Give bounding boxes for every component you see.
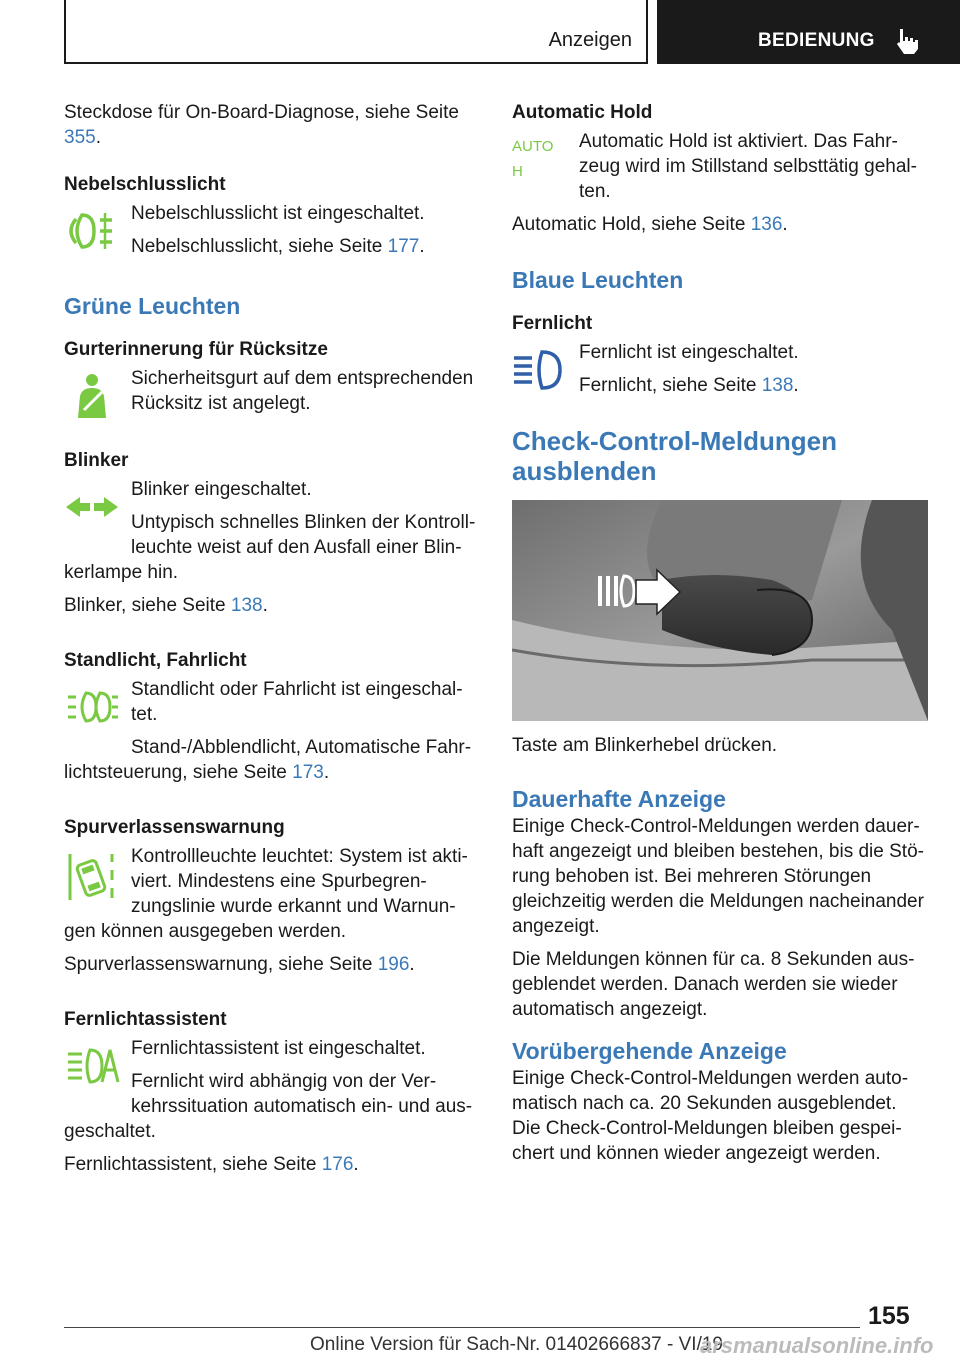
lever-illustration <box>512 500 928 721</box>
dauer-heading: Dauerhafte Anzeige <box>512 786 726 812</box>
page-link[interactable]: 176 <box>321 1154 354 1175</box>
footer-divider <box>64 1327 860 1328</box>
intro-paragraph: Steckdose für On-Board-Diagnose, siehe Seite 355. <box>64 102 459 148</box>
page-link[interactable]: 138 <box>230 595 263 616</box>
left-column: Steckdose für On-Board-Diagnose, siehe Seite 355. Nebelschlusslicht Nebelschlusslicht ist eingeschaltet. Nebelschlusslicht, siehe Seite 177. Grüne Leuchten Gurterinnerung für Rücksitze Sicherheitsgurt auf dem entsprechenden Rücksitz ist angelegt. Blinker Blinker eingeschaltet. Untypisch schnelles Blinken der Kontroll- leuchte weist auf den Ausfall einer Blin- kerlampe hin. Blinker, siehe Seite 138. Standlicht, Fahrlicht Standlicht oder Fahrlicht ist eingeschal-tet. Stand-/Abblendlicht, Automatische Fahr- lichtsteuerung, siehe Seite 173. Spurverlassenswarnung Kontrollleuchte leuchtet: System ist akti- viert. Mindestens eine Spurbegren- zungslinie wurde erkannt und Warnun- gen können ausgegeben werden. Spurverlassenswarnung, siehe Seite 196. Fernlichtassistent Fernlichtassistent ist eingeschaltet. Fernlicht wird abhängig von der Ver- kehrssituation automatisch ein- und aus- geschaltet. Fernlichtassistent, siehe Seite 176. <box>64 100 480 1177</box>
spur-entry: Kontrollleuchte leuchtet: System ist akti- viert. Mindestens eine Spurbegren- zungslinie wurde erkannt und Warnun- gen können ausgegeben werden. <box>64 846 468 942</box>
gruen-heading: Grüne Leuchten <box>64 293 241 319</box>
auto-hold-icon: AUTO H <box>512 138 554 180</box>
watermark: arsmanualsonline.info <box>700 1333 934 1358</box>
fog-light-icon <box>64 205 120 257</box>
fernass-title: Fernlichtassistent <box>64 1009 227 1030</box>
page-link[interactable]: 136 <box>750 214 783 235</box>
dauer-paragraph-1: Einige Check-Control-Meldungen werden dauer-haft angezeigt und bleiben bestehen, bis die Stö-rung behoben ist. Bei mehreren Störungen gleichzeitig werden die Meldungen nacheinander angezeigt. <box>512 816 924 937</box>
blinker-entry: Blinker eingeschaltet. Untypisch schnelles Blinken der Kontroll- leuchte weist auf den Ausfall einer Blin- kerlampe hin. <box>64 479 476 583</box>
page-link[interactable]: 355 <box>64 127 96 148</box>
hand-pointer-icon <box>894 27 920 55</box>
nebel-title: Nebelschlusslicht <box>64 174 226 195</box>
gurt-title: Gurterinnerung für Rücksitze <box>64 339 328 360</box>
turn-signal-icon <box>64 481 120 533</box>
vor-heading: Vorübergehende Anzeige <box>512 1038 787 1064</box>
seatbelt-icon <box>64 370 120 422</box>
hold-entry: AUTO H Automatic Hold ist aktiviert. Das Fahr-zeug wird im Stillstand selbsttätig gehal-ten. <box>512 131 917 202</box>
page-link[interactable]: 177 <box>387 236 420 257</box>
dauer-paragraph-2: Die Meldungen können für ca. 8 Sekunden aus-geblendet werden. Danach werden sie wieder automatisch angezeigt. <box>512 949 915 1020</box>
fernass-entry: Fernlichtassistent ist eingeschaltet. Fernlicht wird abhängig von der Ver- kehrssituation automatisch ein- und aus- geschaltet. <box>64 1038 473 1142</box>
page-link[interactable]: 138 <box>761 375 794 396</box>
photo-caption: Taste am Blinkerhebel drücken. <box>512 735 778 756</box>
spur-title: Spurverlassenswarnung <box>64 817 285 838</box>
stand-entry: Standlicht oder Fahrlicht ist eingeschal-tet. Stand-/Abblendlicht, Automatische Fahr- <box>64 677 480 760</box>
fern-title: Fernlicht <box>512 313 593 334</box>
page-link[interactable]: 196 <box>377 954 410 975</box>
header-chapter-title: BEDIENUNG <box>758 30 875 51</box>
lane-departure-icon <box>64 848 120 904</box>
nebel-entry: Nebelschlusslicht ist eingeschaltet. Nebelschlusslicht, siehe Seite 177. <box>64 201 480 259</box>
high-beam-assistant-icon <box>64 1040 120 1092</box>
parking-light-icon <box>64 681 120 733</box>
fern-entry: Fernlicht ist eingeschaltet. Fernlicht, siehe Seite 138. <box>512 340 928 398</box>
vor-paragraph-1: Einige Check-Control-Meldungen werden auto-matisch nach ca. 20 Sekunden ausgeblendet. Die Check-Control-Meldungen bleiben gespei-chert und können wieder angezeigt werden. <box>512 1068 909 1164</box>
header-section-title: Anzeigen <box>548 29 632 51</box>
blau-heading: Blaue Leuchten <box>512 267 684 293</box>
gurt-entry: Sicherheitsgurt auf dem entsprechenden Rücksitz ist angelegt. <box>64 366 480 416</box>
page-link[interactable]: 173 <box>292 762 324 783</box>
page-number: 155 <box>868 1302 910 1330</box>
turn-signal-lever-photo <box>512 500 928 721</box>
stand-title: Standlicht, Fahrlicht <box>64 650 247 671</box>
online-version-text: Online Version für Sach-Nr. 01402666837 - VI/19 <box>310 1334 723 1355</box>
header-section-box <box>64 0 648 64</box>
right-column: Automatic Hold AUTO H Automatic Hold ist aktiviert. Das Fahr-zeug wird im Stillstand selbsttätig gehal-ten. Automatic Hold, siehe Seite 136. Blaue Leuchten Fernlicht Fernlicht ist eingeschaltet. Fernlicht, siehe Seite 138. Check-Control-Meldungen ausblenden Taste am Blinkerhebel drücken. Dauerhafte Anzeige Einige Check-Control-Meldungen werden dauer-haft angezeigt und bleiben bestehen, bis die Stö-rung behoben ist. Bei mehreren Störungen gleichzeitig werden die Meldungen nacheinander angezeigt. Die Meldungen können für ca. 8 Sekunden aus-geblendet werden. Danach werden sie wieder automatisch angezeigt. Vorübergehende Anzeige Einige Check-Control-Meldungen werden auto-matisch nach ca. 20 Sekunden ausgeblendet. Die Check-Control-Meldungen bleiben gespei-chert und können wieder angezeigt werden. <box>512 100 928 1166</box>
high-beam-icon <box>512 344 568 396</box>
hold-title: Automatic Hold <box>512 102 653 123</box>
blinker-title: Blinker <box>64 450 129 471</box>
cc-heading: Check-Control-Meldungen ausblenden <box>512 426 837 486</box>
